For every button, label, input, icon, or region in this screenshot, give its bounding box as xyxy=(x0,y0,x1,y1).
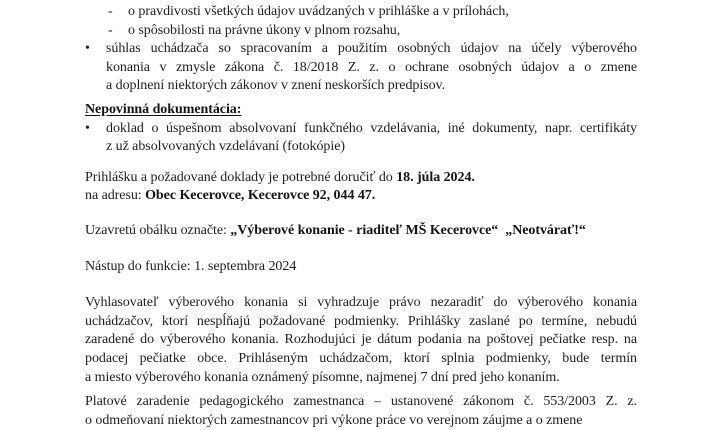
salary-line-partial: o odmeňovaní niektorých zamestnancov pri výkone práce vo verejnom záujme a o zmene xyxy=(85,412,583,428)
disclaimer-line: uchádzačov, ktorí nespĺňajú požadované podmienky. Prihlášky zaslané po termíne, nebudú xyxy=(85,313,637,329)
consent-line: konania v zmysle zákona č. 18/2018 Z. z. o ochrane osobných údajov a o zmene xyxy=(106,59,637,75)
envelope-instruction xyxy=(85,222,637,241)
section-heading-optional-docs xyxy=(85,101,637,120)
consent-line: súhlas uchádzača so spracovaním a použitím osobných údajov na účely výberového xyxy=(106,41,637,57)
deadline-line xyxy=(85,169,637,188)
deadline-date: 18. júla 2024. xyxy=(396,169,475,185)
disclaimer-line: a miesto výberového konania oznámený písomne, najmenej 7 dní pred jeho konaním. xyxy=(85,369,560,385)
round-bullet-icon: • xyxy=(85,120,90,136)
disclaimer-paragraph xyxy=(85,294,637,387)
disclaimer-line: podacej pečiatke obce. Prihláseným uchádzačom, ktorí splnia podmienky, bude termín xyxy=(85,350,637,366)
dash-list-item xyxy=(108,22,637,41)
round-bullet-icon: • xyxy=(85,41,90,57)
deadline-text: Prihlášku a požadované doklady je potrebné doručiť do xyxy=(85,169,397,185)
optional-doc-line: doklad o úspešnom absolvovaní funkčného vzdelávania, iné dokumenty, napr. certifikáty xyxy=(106,120,637,136)
salary-paragraph xyxy=(85,393,637,430)
dash-bullet-icon: - xyxy=(108,22,113,38)
dash-list-item xyxy=(108,3,637,22)
envelope-marking: „Výberové konanie - riaditeľ MŠ Kecerovce“ xyxy=(230,222,499,238)
start-date-line: Nástup do funkcie: 1. septembra 2024 xyxy=(85,258,297,274)
disclaimer-line: zaradené do výberového konania. Rozhodujúci je dátum podania na poštovej pečiatke resp. na xyxy=(85,332,637,348)
consent-line: a doplnení niektorých zákonov v znení neskorších predpisov. xyxy=(106,78,446,94)
address-line xyxy=(85,187,637,206)
disclaimer-line: Vyhlasovateľ výberového konania si vyhradzuje právo nezaradiť do výberového konania xyxy=(85,295,637,311)
envelope-do-not-open: „Neotvárať!“ xyxy=(505,222,586,238)
document-page xyxy=(85,3,637,430)
envelope-label: Uzavretú obálku označte: xyxy=(85,222,231,238)
dash-item-text: o pravdivosti všetkých údajov uvádzaných v prihláške a v prílohách, xyxy=(128,4,509,19)
requirements-dash-list xyxy=(85,3,637,40)
optional-doc-line: z už absolvovaných vzdelávaní (fotokópie) xyxy=(106,139,345,155)
heading-text: Nepovinná dokumentácia: xyxy=(85,101,242,117)
optional-doc-bullet-item xyxy=(85,120,637,157)
dash-item-text: o spôsobilosti na právne úkony v plnom rozsahu, xyxy=(128,22,401,38)
address-label: na adresu: xyxy=(85,188,146,204)
address-value: Obec Kecerovce, Kecerovce 92, 044 47. xyxy=(145,188,376,204)
consent-bullet-item xyxy=(85,40,637,96)
salary-line: Platové zaradenie pedagogického zamestnanca – ustanovené zákonom č. 553/2003 Z. z. xyxy=(85,394,637,410)
dash-bullet-icon: - xyxy=(108,4,113,19)
deadline-paragraph xyxy=(85,169,637,206)
